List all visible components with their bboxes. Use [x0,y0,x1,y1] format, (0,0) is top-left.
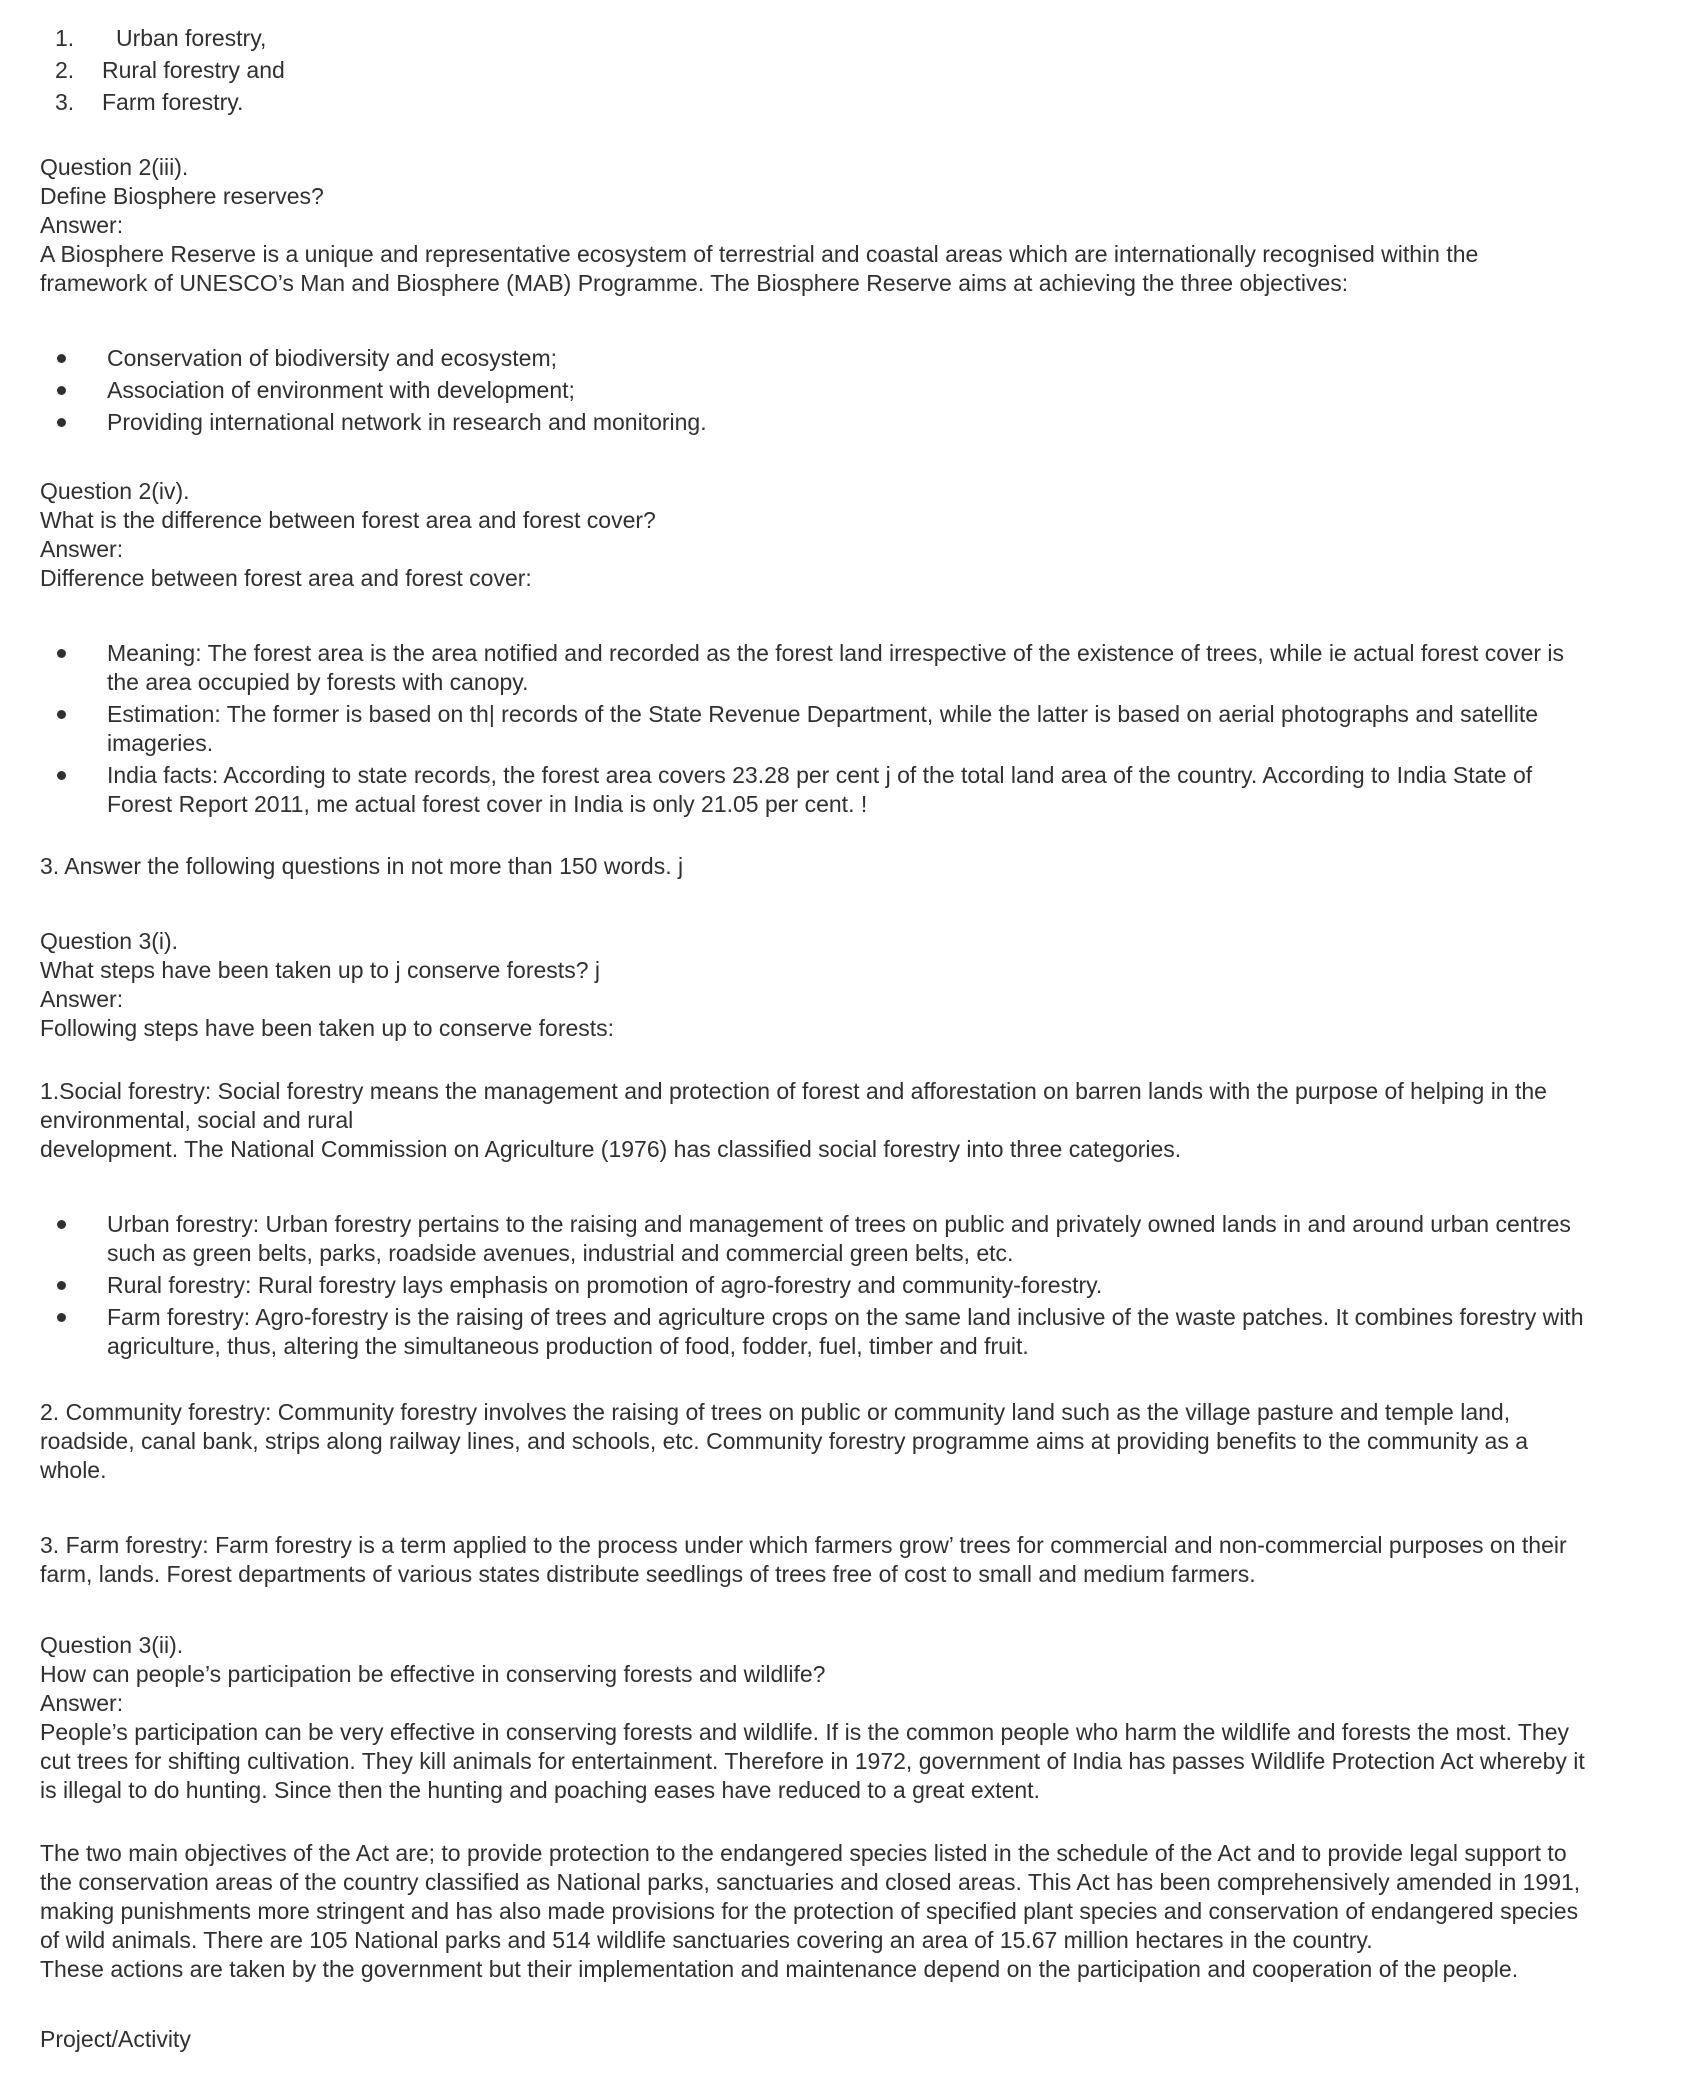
list-item [40,1303,1585,1361]
bullet-icon [57,418,66,427]
list-item-number: 1. [55,25,75,51]
forestry-types-list [40,1210,1585,1361]
list-item [40,639,1585,697]
list-item [55,24,1585,53]
answer-intro: Difference between forest area and forest cover: [40,565,532,591]
question-text: What is the difference between forest area and forest cover? [40,507,656,533]
list-item-number: 2. [55,57,75,83]
question-2iv-section [40,477,1585,593]
list-item-text: Estimation: The former is based on th| records of the State Revenue Department, while the latter is based on aerial photographs and satellite imageries. [107,701,1539,756]
wildlife-act-paragraph [40,1839,1585,1984]
objectives-list [40,344,1585,437]
question-heading: Question 3(i). [40,928,179,954]
answer-label: Answer: [40,1690,124,1716]
question-text: Define Biosphere reserves? [40,183,324,209]
answer-label: Answer: [40,986,124,1012]
paragraph-text: The two main objectives of the Act are; to provide protection to the endangered species listed in the schedule of the Act and to provide legal support to the conservation areas of the country classified as National parks, sanctuaries and closed areas. This Act has been comprehensively amended in 1991, making punishments more stringent and has also made provisions for the protection of specified plant species and conservation of endangered species of wild animals. There are 105 National parks and 514 wildlife sanctuaries covering an area of 15.67 million hectares in the country. [40,1840,1581,1953]
bullet-icon [57,1220,66,1229]
bullet-icon [57,1281,66,1290]
list-item-text: Rural forestry and [102,57,285,83]
answer-label: Answer: [40,536,124,562]
community-forestry-paragraph: 2. Community forestry: Community forestry involves the raising of trees on public or community land such as the village pasture and temple land, roadside, canal bank, strips along railway lines, and schools, etc. Community forestry programme aims at providing benefits to the community as a whole. [40,1399,1529,1483]
list-item [40,344,1585,373]
list-item [55,56,1585,85]
paragraph-text: These actions are taken by the government but their implementation and maintenance depend on the participation and cooperation of the people. [40,1956,1519,1982]
question-2iii-section [40,153,1585,298]
question-heading: Question 2(iii). [40,154,189,180]
bullet-icon [57,354,66,363]
question-heading: Question 2(iv). [40,478,190,504]
list-item [40,1271,1585,1300]
list-item [55,88,1585,117]
question-3i-section [40,927,1585,1043]
answer-label: Answer: [40,212,124,238]
bullet-icon [57,1313,66,1322]
differences-list [40,639,1585,819]
project-activity-heading: Project/Activity [40,2026,191,2052]
list-item [40,408,1585,437]
answer-paragraph: People’s participation can be very effective in conserving forests and wildlife. If is the common people who harm the wildlife and forests the most. They cut trees for shifting cultivation. They kill animals for entertainment. Therefore in 1972, government of India has passes Wildlife Protection Act whereby it is illegal to do hunting. Since then the hunting and poaching eases have reduced to a great extent. [40,1719,1585,1803]
list-item-text: Meaning: The forest area is the area notified and recorded as the forest land irrespective of the existence of trees, while ie actual forest cover is the area occupied by forests with canopy. [107,640,1565,695]
list-item [40,1210,1585,1268]
list-item [40,700,1585,758]
list-item [40,376,1585,405]
answer-paragraph: A Biosphere Reserve is a unique and representative ecosystem of terrestrial and coastal areas which are internationally recognised within the framework of UNESCO’s Man and Biosphere (MAB) Programme. The Biosphere Reserve aims at achieving the three objectives: [40,241,1479,296]
paragraph-text: development. The National Commission on Agriculture (1976) has classified social forestry into three categories. [40,1136,1182,1162]
forestry-categories-list [40,24,1585,117]
list-item-text: Rural forestry: Rural forestry lays emphasis on promotion of agro-forestry and community-forestry. [107,1272,1103,1298]
list-item-text: Urban forestry: Urban forestry pertains to the raising and management of trees on public and privately owned lands in and around urban centres such as green belts, parks, roadside avenues, industrial and commercial green belts, etc. [107,1211,1571,1266]
list-item-text: India facts: According to state records, the forest area covers 23.28 per cent j of the total land area of the country. According to India State of Forest Report 2011, me actual forest cover in India is only 21.05 per cent. ! [107,762,1533,817]
farm-forestry-paragraph: 3. Farm forestry: Farm forestry is a term applied to the process under which farmers grow’ trees for commercial and non-commercial purposes on their farm, lands. Forest departments of various states distribute seedlings of trees free of cost to small and medium farmers. [40,1532,1567,1587]
list-item-text: Farm forestry. [102,89,244,115]
question-3ii-section [40,1631,1585,1805]
paragraph-text: 1.Social forestry: Social forestry means the management and protection of forest and afforestation on barren lands with the purpose of helping in the environmental, social and rural [40,1078,1547,1133]
question-text: What steps have been taken up to j conserve forests? j [40,957,600,983]
bullet-icon [57,710,66,719]
question-heading: Question 3(ii). [40,1632,184,1658]
list-item-text: Farm forestry: Agro-forestry is the raising of trees and agriculture crops on the same land inclusive of the waste patches. It combines forestry with agriculture, thus, altering the simultaneous production of food, fodder, fuel, timber and fruit. [107,1304,1584,1359]
bullet-icon [57,771,66,780]
list-item [40,761,1585,819]
list-item-text: Urban forestry, [116,25,267,51]
bullet-icon [57,386,66,395]
list-item-text: Association of environment with development; [107,377,575,403]
list-item-number: 3. [55,89,75,115]
social-forestry-paragraph [40,1077,1585,1164]
section-3-intro: 3. Answer the following questions in not more than 150 words. j [40,853,684,879]
list-item-text: Conservation of biodiversity and ecosystem; [107,345,557,371]
bullet-icon [57,649,66,658]
question-text: How can people’s participation be effective in conserving forests and wildlife? [40,1661,826,1687]
answer-intro: Following steps have been taken up to conserve forests: [40,1015,615,1041]
list-item-text: Providing international network in research and monitoring. [107,409,707,435]
